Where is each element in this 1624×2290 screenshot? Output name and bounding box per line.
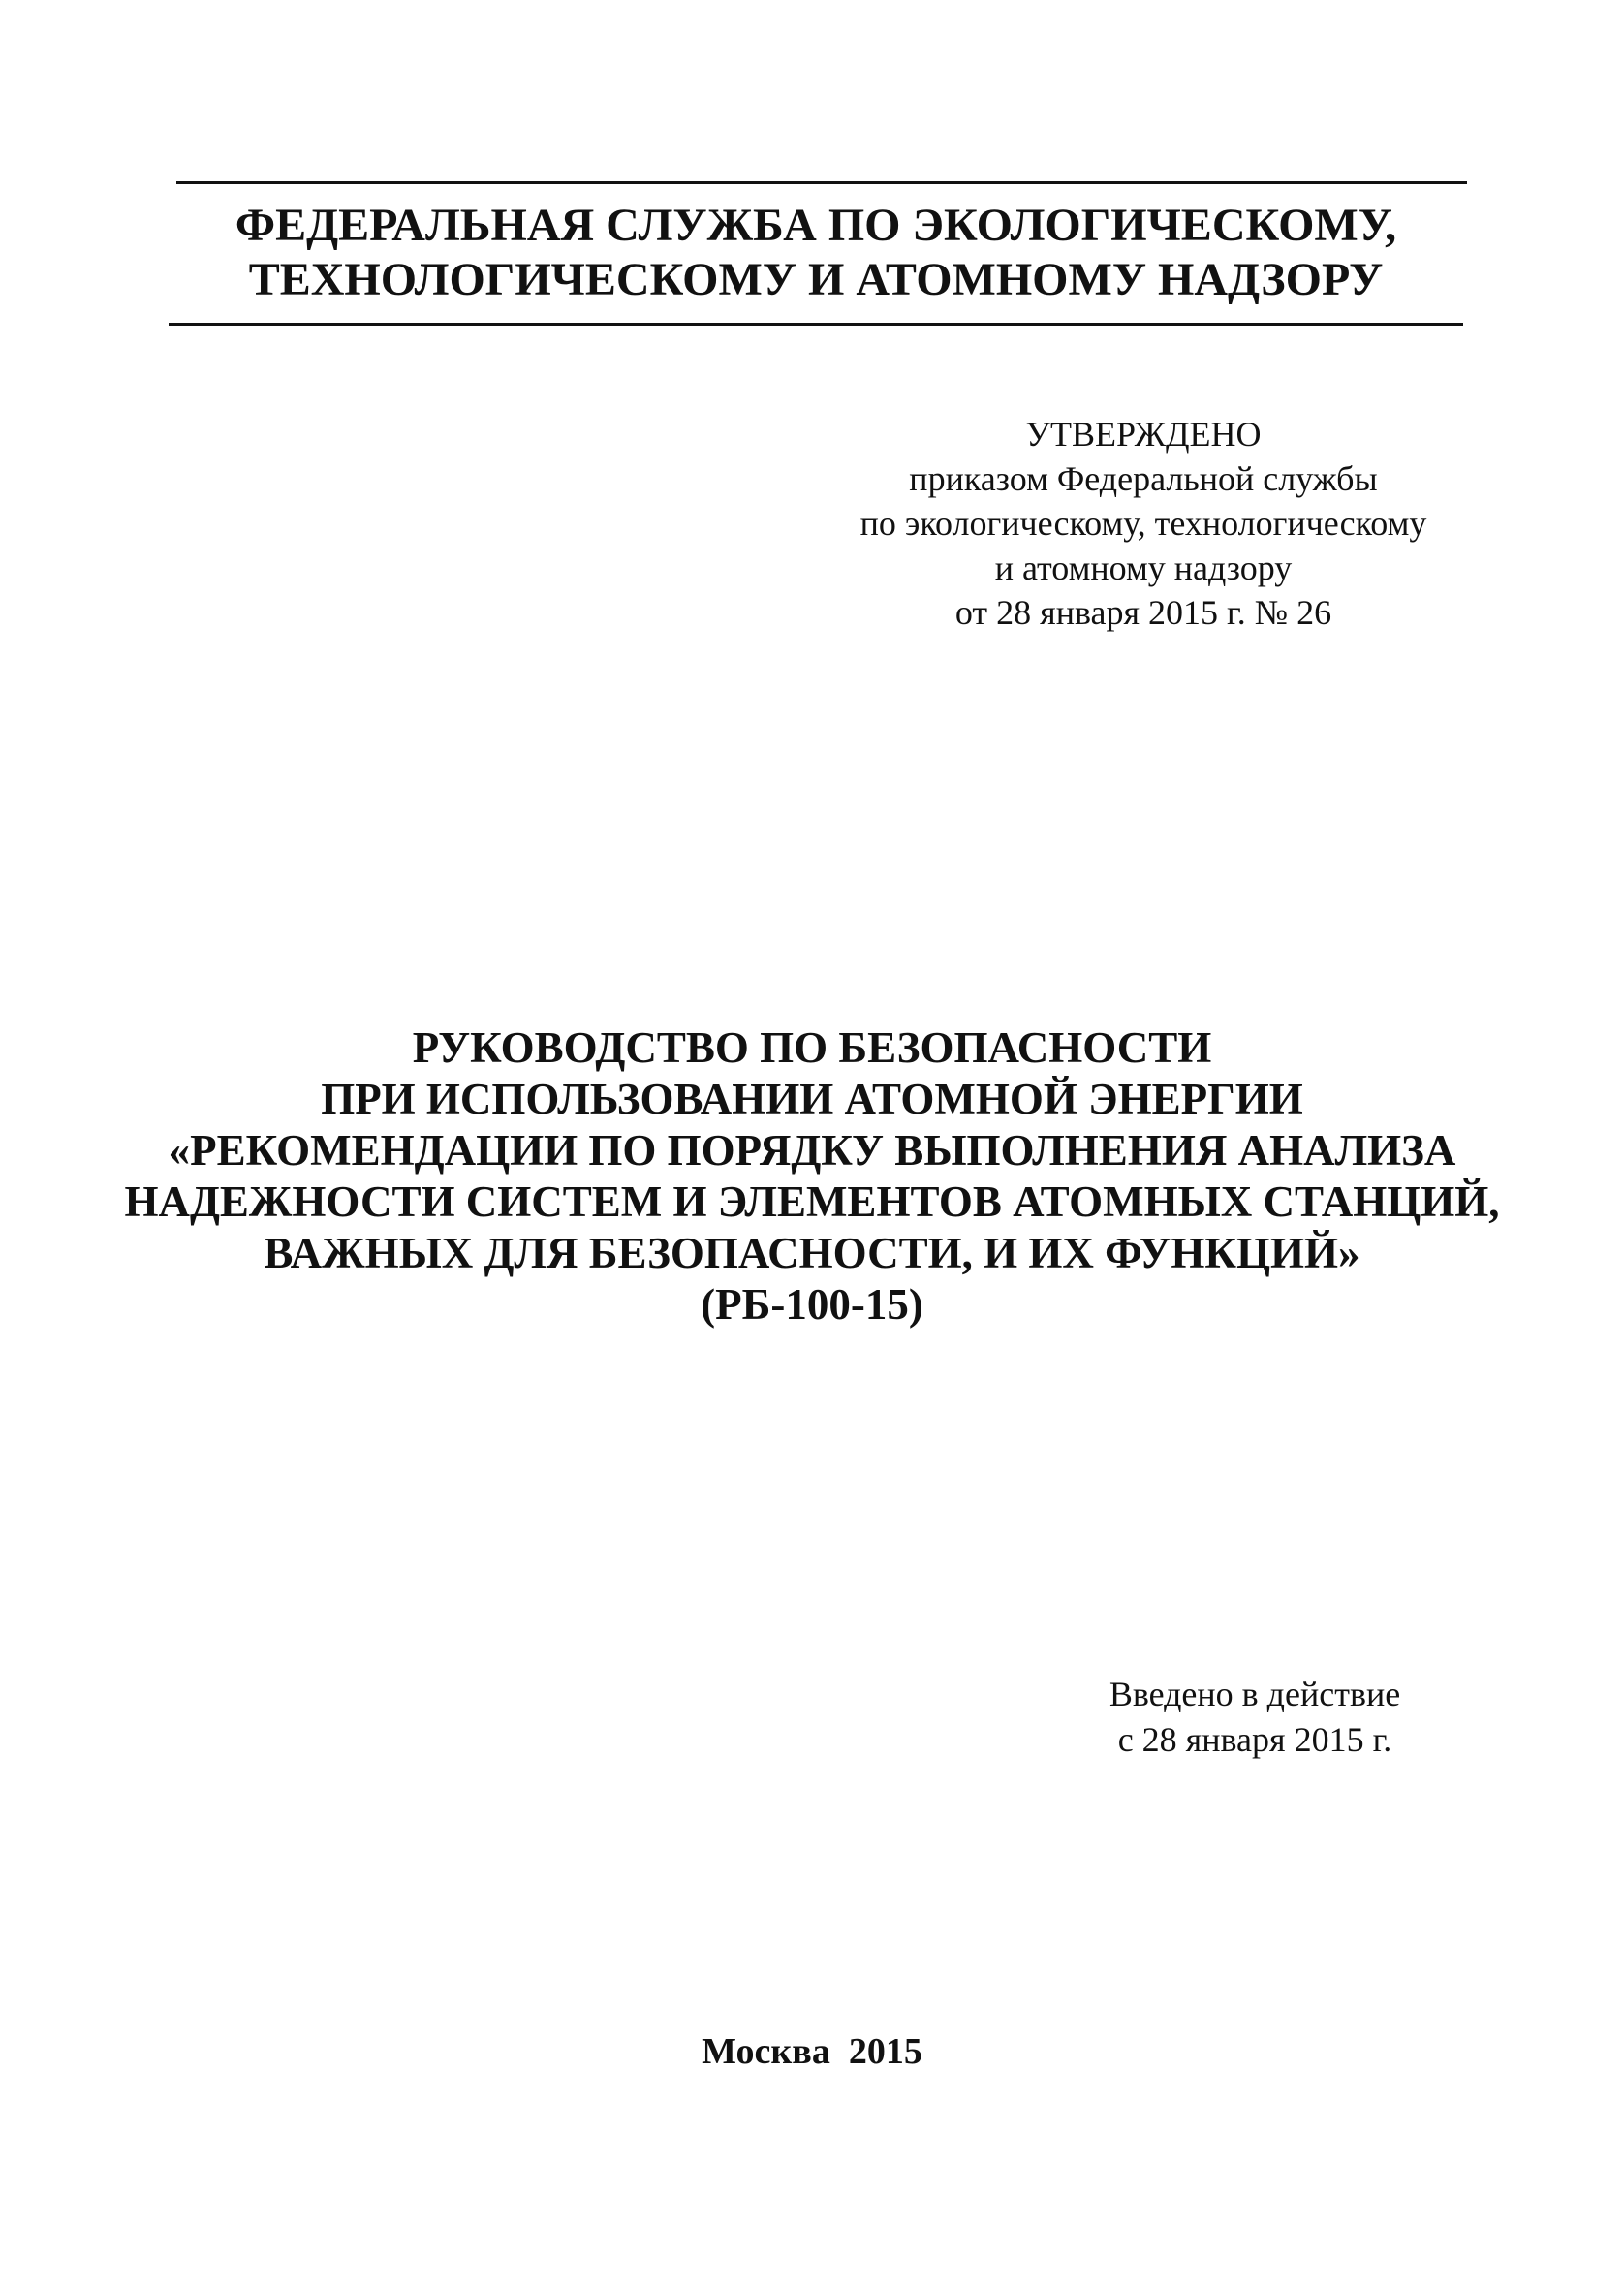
- place-year: Москва 2015: [702, 2031, 922, 2072]
- header-rule-top: [176, 181, 1467, 184]
- document-title: [116, 1022, 1508, 1331]
- approval-line: и атомному надзору: [994, 549, 1293, 587]
- approval-line: по экологическому, технологическому: [859, 504, 1427, 543]
- agency-name-line: ФЕДЕРАЛЬНАЯ СЛУЖБА ПО ЭКОЛОГИЧЕСКОМУ,: [234, 200, 1397, 251]
- approval-label: УТВЕРЖДЕНО: [1025, 415, 1262, 454]
- approval-block: [795, 412, 1492, 635]
- document-title-line: «РЕКОМЕНДАЦИИ ПО ПОРЯДКУ ВЫПОЛНЕНИЯ АНАЛИЗА: [168, 1126, 1456, 1175]
- document-code: (РБ-100-15): [701, 1280, 923, 1329]
- effective-date-block: [1027, 1672, 1483, 1763]
- document-title-line: НАДЕЖНОСТИ СИСТЕМ И ЭЛЕМЕНТОВ АТОМНЫХ СТАНЦИЙ,: [124, 1177, 1500, 1226]
- document-title-line: РУКОВОДСТВО ПО БЕЗОПАСНОСТИ: [412, 1023, 1212, 1072]
- agency-name-line: ТЕХНОЛОГИЧЕСКОМУ И АТОМНОМУ НАДЗОРУ: [248, 254, 1384, 305]
- agency-name: [169, 199, 1463, 307]
- approval-line: приказом Федеральной службы: [909, 459, 1378, 498]
- document-title-line: ПРИ ИСПОЛЬЗОВАНИИ АТОМНОЙ ЭНЕРГИИ: [321, 1075, 1303, 1123]
- approval-order-date: от 28 января 2015 г. № 26: [954, 593, 1332, 632]
- effective-label: Введено в действие: [1109, 1675, 1401, 1713]
- document-title-line: ВАЖНЫХ ДЛЯ БЕЗОПАСНОСТИ, И ИХ ФУНКЦИЙ»: [264, 1229, 1360, 1277]
- effective-date: с 28 января 2015 г.: [1117, 1720, 1392, 1759]
- header-rule-bottom: [169, 323, 1463, 326]
